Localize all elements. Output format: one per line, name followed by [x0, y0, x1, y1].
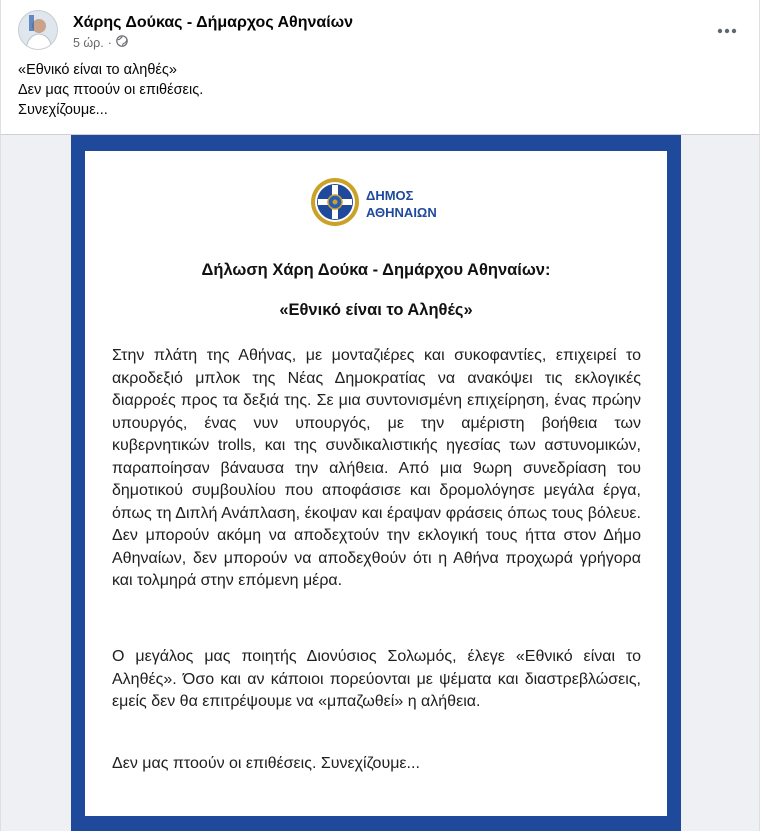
globe-icon	[116, 35, 128, 50]
statement-paragraph-1: Στην πλάτη της Αθήνας, με μονταζιέρες και συκοφαντίες, επιχειρεί το ακροδεξιό μπλοκ της Νέας Δημοκρατίας να ανακόψει τις εκλογικές διαρροές προς τα δεξιά της. Σε μια συντονισμένη επιχείρηση, ένας πρώην υπουργός, ένας νυν υπουργός, με την αμέριστη βοήθεια των κυβερνητικών trolls, και της συνδικαλιστικής ηγεσίας των αστυνομικών, παραποίησαν βάναυσα την αλήθεια. Από μια 9ωρη συνεδρίαση του δημοτικού συμβουλίου που αποφάσισε και δρομολόγησε μεγάλα έργα, όπως τη Διπλή Ανάπλαση, έκοψαν και έραψαν φράσεις όπως τους βόλευε. Δεν μπορούν ακόμη να αποδεχτούν την εκλογική τους ήττα στον Δήμο Αθηναίων, δεν μπορούν να αποδεχθούν ότι η Αθήνα προχωρά γρήγορα και τολμηρά στην επόμενη μέρα.	[112, 347, 641, 589]
municipality-logo	[308, 176, 454, 228]
statement-subheading: «Εθνικό είναι το Αληθές»	[279, 301, 473, 319]
post-header	[18, 8, 749, 52]
avatar-image	[19, 11, 58, 50]
logo-line-2: ΑΘΗΝΑΙΩΝ	[366, 205, 437, 220]
statement-paragraph-2: Ο μεγάλος μας ποιητής Διονύσιος Σολωμός, έλεγε «Εθνικό είναι το Αληθές». Όσο και αν κάποιοι πορεύονται με ψέματα και διαστρεβλώσεις, εμείς δεν θα επιτρέψουμε να «μπαζωθεί» η αλήθεια.	[112, 648, 641, 710]
more-horizontal-icon	[717, 17, 737, 40]
more-options-button[interactable]	[713, 14, 741, 42]
author-avatar[interactable]	[18, 10, 58, 50]
caption-line: Δεν μας πτοούν οι επιθέσεις.	[18, 82, 204, 98]
separator-dot: ·	[107, 35, 112, 50]
post-caption	[18, 60, 203, 120]
logo-line-1: ΔΗΜΟΣ	[366, 188, 414, 203]
caption-line: «Εθνικό είναι το αληθές»	[18, 62, 177, 78]
caption-line: Συνεχίζουμε...	[18, 102, 108, 118]
post-meta	[73, 35, 128, 50]
post-timestamp[interactable]: 5 ώρ.	[73, 35, 104, 50]
statement-heading: Δήλωση Χάρη Δούκα - Δημάρχου Αθηναίων:	[201, 261, 551, 279]
statement-paragraph-3: Δεν μας πτοούν οι επιθέσεις. Συνεχίζουμε...	[112, 755, 420, 772]
author-name[interactable]: Χάρης Δούκας - Δήμαρχος Αθηναίων	[73, 14, 354, 31]
